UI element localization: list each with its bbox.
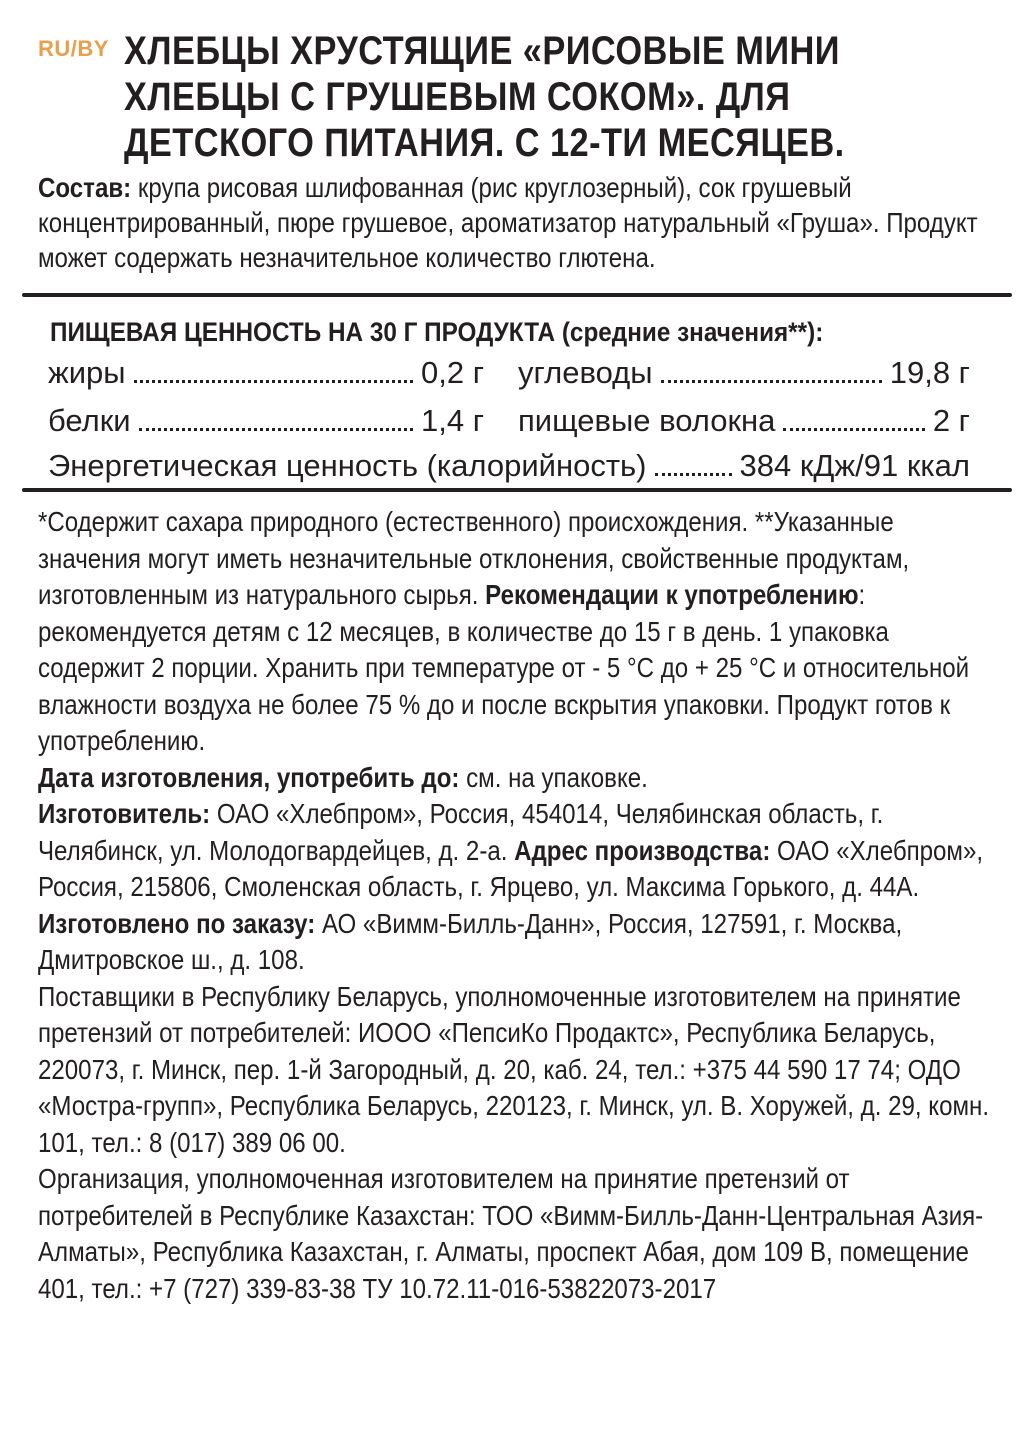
fat-value: 0,2 г	[420, 355, 484, 390]
nutrition-heading-bold: ПИЩЕВАЯ ЦЕННОСТЬ НА 30 Г ПРОДУКТА	[50, 317, 556, 347]
fiber-leader-dots	[783, 428, 924, 431]
carbs-label: углеводы	[518, 355, 653, 390]
maker-label: Изготовитель:	[38, 798, 211, 829]
storage-block	[38, 504, 999, 760]
footer-text	[38, 504, 999, 1307]
carbs-value: 19,8 г	[889, 355, 970, 390]
product-title: ХЛЕБЦЫ ХРУСТЯЩИЕ «РИСОВЫЕ МИНИ ХЛЕБЦЫ С ГРУШЕВЫМ СОКОМ». ДЛЯ ДЕТСКОГО ПИТАНИЯ. С 12-ТИ МЕСЯЦЕВ.	[124, 29, 845, 165]
energy-label: Энергетическая ценность (калорийность)	[48, 448, 647, 483]
order-text: АО «Вимм-Билль-Данн», Россия, 127591, г. Москва, Дмитровское ш., д. 108.	[38, 907, 903, 975]
nutrition-heading	[50, 317, 823, 348]
composition-label: Состав:	[38, 172, 132, 203]
protein-label: белки	[48, 403, 131, 438]
nutrition-row-protein	[48, 403, 484, 439]
nutrition-row-carbs	[518, 355, 970, 391]
energy-leader-dots	[655, 473, 732, 476]
energy-value: 384 кДж/91 ккал	[739, 448, 970, 483]
recommend-label: Рекомендации к употреблению	[485, 579, 859, 610]
label-page	[38, 28, 1000, 1307]
fat-label: жиры	[48, 355, 126, 390]
nutrition-heading-rest: (средние значения**):	[555, 317, 824, 347]
date-block	[38, 760, 999, 797]
nutrition-row-energy	[48, 448, 970, 484]
address-label: Адрес производства:	[514, 834, 771, 866]
language-code: RU/BY	[38, 36, 109, 61]
sugar-note: *Содержит сахара природного (естественного) происхождения. **Указанные значения могут иметь незначительные отклонения, свойственные продуктам, изготовленным из натурального сырья.	[38, 506, 910, 610]
nutrition-block	[38, 305, 1000, 483]
date-label: Дата изготовления, употребить до:	[38, 761, 460, 793]
maker-text: ОАО «Хлебпром», Россия, 454014, Челябинская область, г. Челябинск, ул. Молодогвардейцев, д. 2-а.	[38, 798, 884, 866]
protein-leader-dots	[139, 428, 413, 431]
top-divider	[22, 293, 1012, 297]
recommend-text: : рекомендуется детям с 12 месяцев, в количестве до 15 г в день. 1 упаковка содержит 2 порции. Хранить при температуре от - 5 °С до + 25 °С и относительной влажности воздуха не более 75 % до и после вскрытия упаковки. Продукт готов к употреблению.	[38, 579, 970, 756]
bottom-divider	[22, 488, 1012, 492]
fat-leader-dots	[134, 380, 413, 383]
nutrition-row-fat	[48, 355, 484, 391]
order-label: Изготовлено по заказу:	[38, 907, 316, 939]
address-text: ОАО «Хлебпром», Россия, 215806, Смоленская область, г. Ярцево, ул. Максима Горького, д. 44А.	[38, 834, 984, 902]
manufacturer-block	[38, 796, 999, 979]
protein-value: 1,4 г	[420, 403, 484, 438]
date-text: см. на упаковке.	[459, 761, 648, 793]
kazakhstan-organization: Организация, уполномоченная изготовителем на принятие претензий от потребителей в Республике Казахстан: ТОО «Вимм-Билль-Данн-Центральная Азия-Алматы», Республика Казахстан, г. Алматы, проспект Абая, дом 109 В, помещение 401, тел.: +7 (727) 339-83-38 ТУ 10.72.11-016-53822073-2017	[38, 1163, 984, 1304]
nutrition-row-fiber	[518, 403, 970, 439]
carbs-leader-dots	[661, 380, 882, 383]
belarus-suppliers: Поставщики в Республику Беларусь, уполномоченные изготовителем на принятие претензий от потребителей: ИООО «ПепсиКо Продактс», Республика Беларусь, 220073, г. Минск, пер. 1-й Загородный, д. 20, каб. 24, тел.: +375 44 590 17 74; ОДО «Мостра-групп», Республика Беларусь, 220123, г. Минск, ул. В. Хоружей, д. 29, комн. 101, тел.: 8 (017) 389 06 00.	[38, 980, 990, 1158]
composition	[38, 170, 999, 275]
composition-text: крупа рисовая шлифованная (рис круглозерный), сок грушевый концентрированный, пюре грушевое, ароматизатор натуральный «Груша». Продукт может содержать незначительное количество глютена.	[38, 172, 978, 273]
fiber-value: 2 г	[932, 403, 970, 438]
header	[38, 28, 1000, 166]
fiber-label: пищевые волокна	[518, 403, 776, 438]
